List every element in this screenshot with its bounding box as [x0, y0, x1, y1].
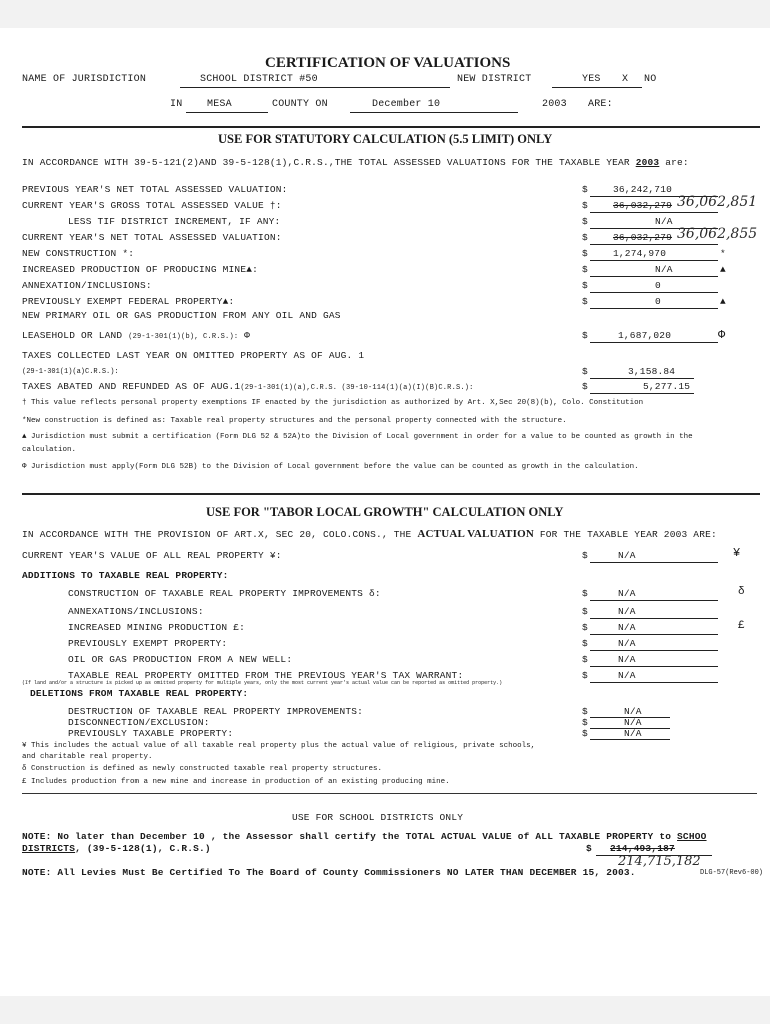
addition-value: N/A [618, 622, 636, 633]
school-dollar: $ [586, 843, 592, 854]
statutory-row-dollar: $ [582, 280, 588, 291]
taxes-abated-cite: (29-1-301(1)(a),C.R.S. (39-10-114(1)(a)(I)(B)C.R.S.): [240, 384, 474, 392]
new-district-label: NEW DISTRICT [457, 74, 532, 85]
taxes-collected-cite: (29-1-301(1)(a)C.R.S.): [22, 368, 119, 376]
deletion-label: DESTRUCTION OF TAXABLE REAL PROPERTY IMPROVEMENTS: [68, 706, 364, 717]
statutory-row-underline [590, 308, 718, 309]
addition-label: TAXABLE REAL PROPERTY OMITTED FROM THE PREVIOUS YEAR'S TAX WARRANT: [68, 670, 464, 681]
levies-note: NOTE: All Levies Must Be Certified To The Board of County Commissioners NO LATER THAN DECEMBER 15, 2003. [22, 867, 636, 878]
yen-marker: ¥ [733, 546, 741, 560]
handwritten-correction: 36,062,855 [677, 226, 758, 242]
statutory-row-value: 36,032,279 [613, 232, 673, 243]
current-real-property-value: N/A [618, 550, 636, 561]
handwritten-correction: 36,062,851 [677, 194, 758, 210]
deletion-label: DISCONNECTION/EXCLUSION: [68, 717, 210, 728]
statutory-row-underline [590, 212, 718, 213]
taxes-collected-underline [590, 378, 694, 379]
school-cite-text: , (39-5-128(1), C.R.S.) [75, 843, 211, 854]
statutory-note: ▲ Jurisdiction must submit a certification (Form DLG 52 & 52A)to the Division of Local government in order for a value to be counted as growth in the [22, 433, 693, 441]
statutory-note: *New construction is defined as: Taxable real property structures and the personal property connected with the structure. [22, 417, 567, 425]
statutory-row-label: INCREASED PRODUCTION OF PRODUCING MINE▲: [22, 264, 259, 275]
statutory-row-underline [590, 244, 718, 245]
leasehold-label [22, 330, 250, 341]
statutory-intro [22, 157, 689, 168]
section-divider [22, 793, 757, 794]
document-page [0, 28, 770, 996]
statutory-row-label: PREVIOUS YEAR'S NET TOTAL ASSESSED VALUATION: [22, 184, 288, 195]
omitted-property-note: (If land and/or a structure is picked up as omitted property for multiple years, only the most current year's actual value can be reported as omitted property.) [22, 680, 503, 686]
statutory-intro-year: 2003 [635, 157, 660, 168]
in-label: IN [170, 99, 183, 110]
county-underline [186, 112, 268, 113]
statutory-row-label: ANNEXATION/INCLUSIONS: [22, 280, 152, 291]
addition-value: N/A [618, 588, 636, 599]
leasehold-dollar: $ [582, 330, 588, 341]
statutory-row-marker: ▲ [720, 264, 726, 275]
statutory-row-dollar: $ [582, 296, 588, 307]
form-id: DLG-57(Rev6-00) [700, 869, 764, 877]
current-real-property-dollar: $ [582, 550, 588, 561]
county-value: MESA [207, 99, 232, 110]
statutory-row-value: 0 [655, 280, 661, 291]
statutory-row-underline [590, 276, 718, 277]
statutory-row-value: N/A [655, 264, 673, 275]
statutory-row-value: 1,274,970 [613, 248, 667, 259]
statutory-row-value: 0 [655, 296, 661, 307]
tabor-note: ¥ This includes the actual value of all taxable real property plus the actual value of religious, private schools, [22, 742, 536, 750]
jurisdiction-label: NAME OF JURISDICTION [22, 74, 147, 85]
addition-underline [590, 650, 718, 651]
school-total-value: 214,493,187 [610, 843, 675, 854]
deletion-dollar: $ [582, 717, 588, 728]
statutory-row-label: PREVIOUSLY EXEMPT FEDERAL PROPERTY▲: [22, 296, 235, 307]
addition-marker: δ [738, 586, 745, 598]
current-real-property-label: CURRENT YEAR'S VALUE OF ALL REAL PROPERTY ¥: [22, 550, 282, 561]
current-real-property-underline [590, 562, 718, 563]
yes-option: YES [582, 74, 601, 85]
addition-dollar: $ [582, 622, 588, 633]
addition-dollar: $ [582, 638, 588, 649]
date-underline [350, 112, 518, 113]
deletion-dollar: $ [582, 706, 588, 717]
addition-label: ANNEXATIONS/INCLUSIONS: [68, 606, 204, 617]
statutory-row-dollar: $ [582, 232, 588, 243]
additions-label: ADDITIONS TO TAXABLE REAL PROPERTY: [22, 570, 229, 581]
addition-dollar: $ [582, 588, 588, 599]
statutory-row-underline [590, 292, 718, 293]
school-note-cite [22, 843, 211, 854]
addition-underline [590, 618, 718, 619]
leasehold-cite: (29-1-301(1)(b), C.R.S.): [128, 333, 239, 341]
phi-marker-inline: Φ [244, 330, 251, 341]
statutory-row-dollar: $ [582, 264, 588, 275]
deletion-value: N/A [624, 728, 642, 739]
school-note-schools: SCHOO [677, 831, 707, 842]
deletion-label: PREVIOUSLY TAXABLE PROPERTY: [68, 728, 234, 739]
statutory-note: Φ Jurisdiction must apply(Form DLG 52B) to the Division of Local government before the value can be counted as growth in the calculation. [22, 463, 639, 471]
leasehold-text: LEASEHOLD OR LAND [22, 330, 123, 341]
handwritten-school-total: 214,715,182 [618, 854, 701, 869]
yes-mark: X [622, 74, 629, 85]
addition-label: OIL OR GAS PRODUCTION FROM A NEW WELL: [68, 654, 293, 665]
statutory-note: † This value reflects personal property exemptions IF enacted by the jurisdiction as authorized by Art. X,Sec 20(8)(b), Colo. Constitution [22, 399, 644, 407]
county-on-label: COUNTY ON [272, 99, 328, 110]
leasehold-underline [590, 342, 718, 343]
certification-year: 2003 [542, 99, 567, 110]
form-title: CERTIFICATION OF VALUATIONS [265, 55, 511, 71]
addition-underline [590, 682, 718, 683]
addition-label: CONSTRUCTION OF TAXABLE REAL PROPERTY IMPROVEMENTS δ: [68, 588, 381, 599]
addition-label: PREVIOUSLY EXEMPT PROPERTY: [68, 638, 228, 649]
statutory-row-label: CURRENT YEAR'S GROSS TOTAL ASSESSED VALUE †: [22, 200, 282, 211]
taxes-abated-text: TAXES ABATED AND REFUNDED AS OF AUG.1 [22, 381, 241, 392]
new-district-underline [552, 87, 642, 88]
statutory-note: calculation. [22, 446, 77, 454]
jurisdiction-underline [180, 87, 450, 88]
are-label: ARE: [588, 99, 613, 110]
section-divider [22, 126, 760, 128]
statutory-row-marker: ▲ [720, 296, 726, 307]
statutory-intro-tail: are: [665, 157, 689, 168]
statutory-row-dollar: $ [582, 248, 588, 259]
jurisdiction-value: SCHOOL DISTRICT #50 [200, 74, 318, 85]
addition-underline [590, 634, 718, 635]
statutory-row-label: LESS TIF DISTRICT INCREMENT, IF ANY: [68, 216, 281, 227]
statutory-row-value: 36,032,279 [613, 200, 673, 211]
addition-dollar: $ [582, 670, 588, 681]
section-divider [22, 493, 760, 495]
statutory-row-value: N/A [655, 216, 673, 227]
taxes-collected-dollar: $ [582, 366, 588, 377]
statutory-row-marker: * [720, 248, 726, 259]
taxes-collected-value: 3,158.84 [628, 366, 676, 377]
statutory-intro-text: IN ACCORDANCE WITH 39-5-121(2)AND 39-5-128(1),C.R.S.,THE TOTAL ASSESSED VALUATIONS FOR THE TAXABLE YEAR [22, 157, 630, 168]
taxes-collected-label: TAXES COLLECTED LAST YEAR ON OMITTED PROPERTY AS OF AUG. 1 [22, 350, 365, 361]
tabor-note: δ Construction is defined as newly constructed taxable real property structures. [22, 765, 383, 773]
statutory-row-dollar: $ [582, 216, 588, 227]
statutory-row-label: CURRENT YEAR'S NET TOTAL ASSESSED VALUATION: [22, 232, 282, 243]
statutory-row-dollar: $ [582, 200, 588, 211]
tabor-intro-a: IN ACCORDANCE WITH THE PROVISION OF ART.X, SEC 20, COLO.CONS., THE [22, 529, 412, 540]
school-note-deadline: NOTE: No later than December 10 [22, 831, 205, 842]
taxes-abated-value: 5,277.15 [643, 381, 691, 392]
tabor-heading: USE FOR "TABOR LOCAL GROWTH" CALCULATION ONLY [206, 505, 564, 519]
statutory-row-label: NEW CONSTRUCTION *: [22, 248, 135, 259]
addition-value: N/A [618, 638, 636, 649]
school-note-1 [22, 831, 707, 842]
phi-marker: Φ [718, 328, 726, 342]
tabor-intro-c: FOR THE TAXABLE YEAR 2003 ARE: [539, 529, 717, 540]
deletion-underline [590, 739, 670, 740]
deletions-label: DELETIONS FROM TAXABLE REAL PROPERTY: [30, 688, 249, 699]
statutory-heading: USE FOR STATUTORY CALCULATION (5.5 LIMIT) ONLY [218, 132, 553, 146]
taxes-abated-dollar: $ [582, 381, 588, 392]
statutory-row-value: 36,242,710 [613, 184, 673, 195]
school-note-text: , the Assessor shall certify the TOTAL ACTUAL VALUE of ALL TAXABLE PROPERTY to [210, 831, 672, 842]
addition-value: N/A [618, 654, 636, 665]
tabor-intro [22, 528, 717, 540]
tabor-note: £ Includes production from a new mine and increase in production of an existing producing mine. [22, 778, 450, 786]
addition-label: INCREASED MINING PRODUCTION £: [68, 622, 246, 633]
statutory-row-dollar: $ [582, 184, 588, 195]
no-option: NO [644, 74, 657, 85]
addition-value: N/A [618, 606, 636, 617]
deletion-value: N/A [624, 717, 642, 728]
certification-date: December 10 [372, 99, 441, 110]
tabor-note: and charitable real property. [22, 753, 153, 761]
deletion-value: N/A [624, 706, 642, 717]
school-heading: USE FOR SCHOOL DISTRICTS ONLY [292, 812, 464, 823]
addition-dollar: $ [582, 654, 588, 665]
deletion-dollar: $ [582, 728, 588, 739]
addition-underline [590, 666, 718, 667]
districts-word: DISTRICTS [22, 843, 76, 854]
addition-marker: £ [738, 620, 745, 632]
addition-dollar: $ [582, 606, 588, 617]
statutory-row-underline [590, 260, 718, 261]
tabor-intro-b: ACTUAL VALUATION [417, 528, 534, 540]
leasehold-value: 1,687,020 [618, 330, 672, 341]
oil-gas-label: NEW PRIMARY OIL OR GAS PRODUCTION FROM ANY OIL AND GAS [22, 310, 341, 321]
addition-underline [590, 600, 718, 601]
taxes-abated-underline [590, 393, 694, 394]
taxes-abated-label [22, 381, 474, 392]
addition-value: N/A [618, 670, 636, 681]
